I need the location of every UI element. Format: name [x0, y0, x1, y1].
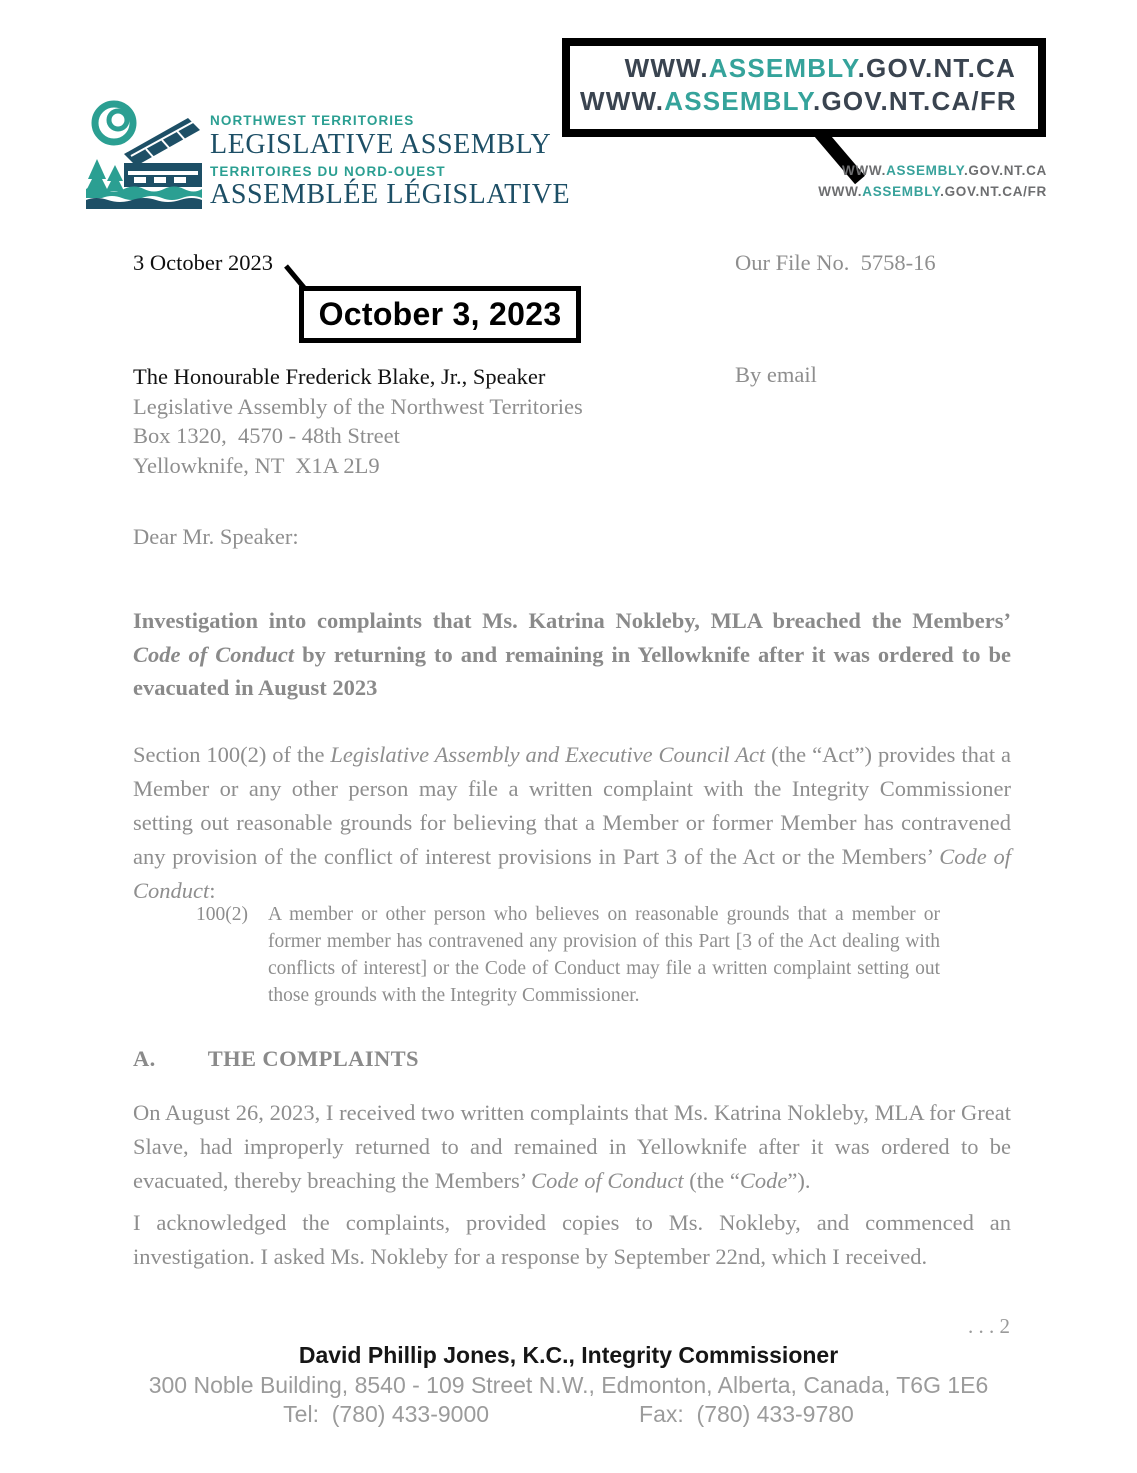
url-en-mid: ASSEMBLY [708, 53, 858, 83]
logo-name-en: LEGISLATIVE ASSEMBLY [210, 128, 552, 160]
letterhead-url-en-post: .GOV.NT.CA [963, 163, 1047, 178]
letterhead-url-en-mid: ASSEMBLY [886, 163, 964, 178]
recipient-name: The Honourable Frederick Blake, Jr., Speaker [133, 364, 546, 389]
file-number: Our File No. 5758-16 [735, 250, 936, 275]
url-annotation-line-fr [580, 85, 1016, 118]
logo-territory-fr: TERRITOIRES DU NORD-OUEST [210, 163, 446, 179]
sun-swirl-icon [95, 104, 133, 142]
recipient-street: Box 1320, 4570 - 48th Street [133, 423, 400, 448]
url-fr-post: .GOV.NT.CA/FR [813, 86, 1017, 116]
letterhead-url-en [818, 160, 1047, 181]
salutation: Dear Mr. Speaker: [133, 524, 299, 549]
footer-commissioner-name: David Phillip Jones, K.C., Integrity Commissioner [298, 1342, 839, 1368]
url-fr-mid: ASSEMBLY [664, 86, 814, 116]
recipient-org: Legislative Assembly of the Northwest Territories [133, 393, 583, 419]
paragraph-acknowledged: I acknowledged the complaints, provided copies to Ms. Nokleby, and commenced an investigation. I asked Ms. Nokleby for a response by September 22nd, which I received. [133, 1210, 1011, 1269]
url-fr-pre: WWW. [580, 86, 665, 116]
recipient-city: Yellowknife, NT X1A 2L9 [133, 452, 380, 478]
subject-code-of-conduct: Code of Conduct [133, 641, 295, 667]
assembly-logo-graphic [84, 97, 204, 211]
para2-part-3: ”). [787, 1168, 811, 1193]
date-annotation-box [299, 286, 581, 343]
url-annotation-box [562, 38, 1046, 137]
subject-heading [133, 604, 1011, 705]
url-en-post: .GOV.NT.CA [857, 53, 1016, 83]
footer-tel: Tel: (780) 433-9000 [283, 1401, 490, 1427]
letter-footer [0, 1342, 1137, 1428]
statute-quote [196, 901, 940, 1009]
url-annotation-line-en [580, 52, 1016, 85]
assembly-logo-text [210, 114, 570, 215]
paragraph-complaints [133, 1096, 1011, 1198]
letterhead-url-fr [818, 181, 1047, 202]
subject-part-1: Investigation into complaints that Ms. Katrina Nokleby, MLA breached the Members’ [133, 608, 1011, 633]
letterhead-url-fr-mid: ASSEMBLY [862, 184, 941, 199]
statute-quote-text: A member or other person who believes on reasonable grounds that a member or former member has contravened any provision of this Part [3 of the Act dealing with conflicts of interest] or the Code of Conduct may file a written complaint setting out those grounds with the Integrity Commissioner. [268, 904, 940, 1006]
date-annotation-label: October 3, 2023 [318, 296, 562, 332]
para1-act-title: Legislative Assembly and Executive Council Act [330, 742, 766, 767]
footer-telfax [0, 1401, 1137, 1428]
section-a-heading [133, 1046, 419, 1072]
para2-code-of-conduct: Code of Conduct [531, 1168, 684, 1193]
footer-address: 300 Noble Building, 8540 - 109 Street N.W., Edmonton, Alberta, Canada, T6G 1E6 [148, 1372, 989, 1398]
paragraph-section-100 [133, 738, 1011, 908]
para1-part-2: (the “Act”) provides that a Member or any other person may file a written complaint with the Integrity Commissioner setting out reasonable grounds for believing that a Member or former Member has contravened any provision of the conflict of interest provisions in Part 3 of the Act or the Members’ [133, 742, 1011, 869]
subject-part-2: by returning to and remaining in Yellowknife after it was ordered to be evacuated in August 2023 [133, 641, 1011, 700]
statute-quote-number: 100(2) [196, 904, 248, 925]
water-waves-icon [86, 187, 202, 210]
pine-trees-icon [86, 159, 124, 191]
logo-territory-en: NORTHWEST TERRITORIES [210, 113, 415, 128]
para2-code: Code [739, 1168, 788, 1193]
letterhead-url-en-pre: WWW. [842, 163, 887, 178]
recipient-address-block [133, 362, 583, 480]
letterhead-url-fr-post: .GOV.NT.CA/FR [940, 184, 1047, 199]
para1-part-3: : [209, 878, 216, 903]
section-a-letter: A. [133, 1046, 156, 1071]
section-a-title: THE COMPLAINTS [207, 1046, 419, 1071]
page-continuation-marker: . . . 2 [968, 1314, 1010, 1338]
letterhead-url-fr-pre: WWW. [818, 184, 863, 199]
footer-fax: Fax: (780) 433-9780 [639, 1401, 854, 1427]
delivery-method: By email [735, 362, 817, 387]
letter-date: 3 October 2023 [133, 250, 273, 275]
logo-name-fr: ASSEMBLÉE LÉGISLATIVE [210, 179, 571, 210]
para1-part-1: Section 100(2) of the [133, 742, 331, 767]
para2-part-1: On August 26, 2023, I received two written complaints that Ms. Katrina Nokleby, MLA for Great Slave, had improperly returned to and remained in Yellowknife after it was ordered to be evacuated, thereby breaching the Members’ [133, 1100, 1011, 1193]
para2-part-2: (the “ [683, 1168, 740, 1193]
para1-code-of-conduct: Code of Conduct [133, 844, 1011, 903]
letterhead-urls [818, 160, 1047, 202]
url-en-pre: WWW. [624, 53, 709, 83]
